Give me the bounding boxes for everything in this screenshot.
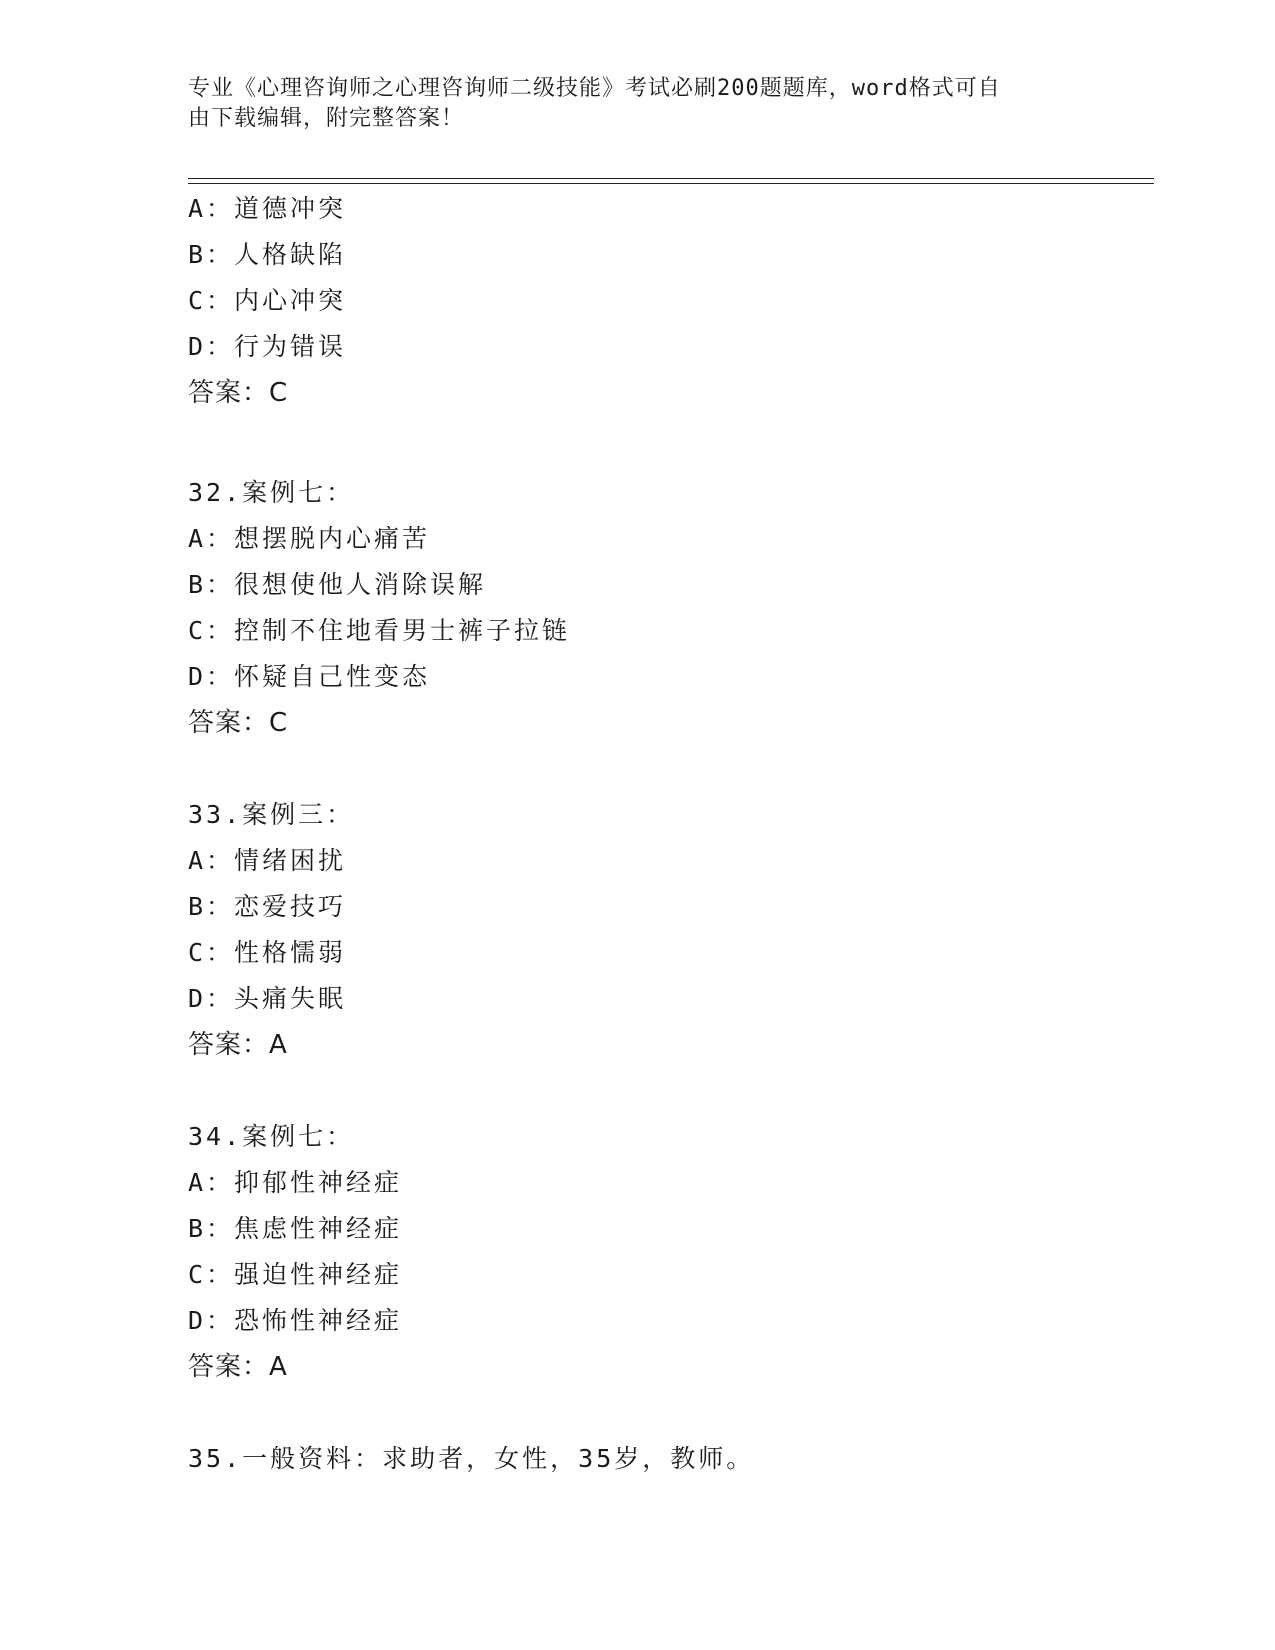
option-d: D：头痛失眠 bbox=[188, 984, 347, 1013]
question-33 bbox=[188, 792, 1148, 1068]
question-32 bbox=[188, 470, 1148, 746]
header-line-1: 专业《心理咨询师之心理咨询师二级技能》考试必刷200题题库，word格式可自 bbox=[188, 76, 1001, 101]
option-a: A：情绪困扰 bbox=[188, 846, 347, 875]
answer: 答案：A bbox=[188, 1030, 288, 1060]
question-31 bbox=[188, 186, 1148, 416]
header-line-2: 由下载编辑，附完整答案！ bbox=[188, 106, 465, 131]
option-b: B：很想使他人消除误解 bbox=[188, 570, 487, 599]
document-header bbox=[188, 74, 1068, 134]
header-divider-top bbox=[188, 178, 1154, 179]
option-c: C：控制不住地看男士裤子拉链 bbox=[188, 616, 571, 645]
question-title: 32.案例七： bbox=[188, 478, 355, 507]
option-b: B：恋爱技巧 bbox=[188, 892, 347, 921]
option-d: D：行为错误 bbox=[188, 332, 347, 361]
option-c: C：性格懦弱 bbox=[188, 938, 347, 967]
question-title: 33.案例三： bbox=[188, 800, 355, 829]
question-title: 34.案例七： bbox=[188, 1122, 355, 1151]
question-35 bbox=[188, 1436, 1148, 1482]
answer: 答案：C bbox=[188, 378, 289, 408]
option-d: D：恐怖性神经症 bbox=[188, 1306, 403, 1335]
option-c: C：内心冲突 bbox=[188, 286, 347, 315]
option-d: D：怀疑自己性变态 bbox=[188, 662, 431, 691]
question-34 bbox=[188, 1114, 1148, 1390]
header-divider-bottom bbox=[188, 183, 1154, 184]
option-b: B：人格缺陷 bbox=[188, 240, 347, 269]
option-a: A：抑郁性神经症 bbox=[188, 1168, 403, 1197]
option-c: C：强迫性神经症 bbox=[188, 1260, 403, 1289]
answer: 答案：C bbox=[188, 708, 289, 738]
answer: 答案：A bbox=[188, 1352, 288, 1382]
option-a: A：想摆脱内心痛苦 bbox=[188, 524, 431, 553]
option-a: A：道德冲突 bbox=[188, 194, 347, 223]
option-b: B：焦虑性神经症 bbox=[188, 1214, 403, 1243]
question-title: 35.一般资料：求助者，女性，35岁，教师。 bbox=[188, 1444, 755, 1473]
